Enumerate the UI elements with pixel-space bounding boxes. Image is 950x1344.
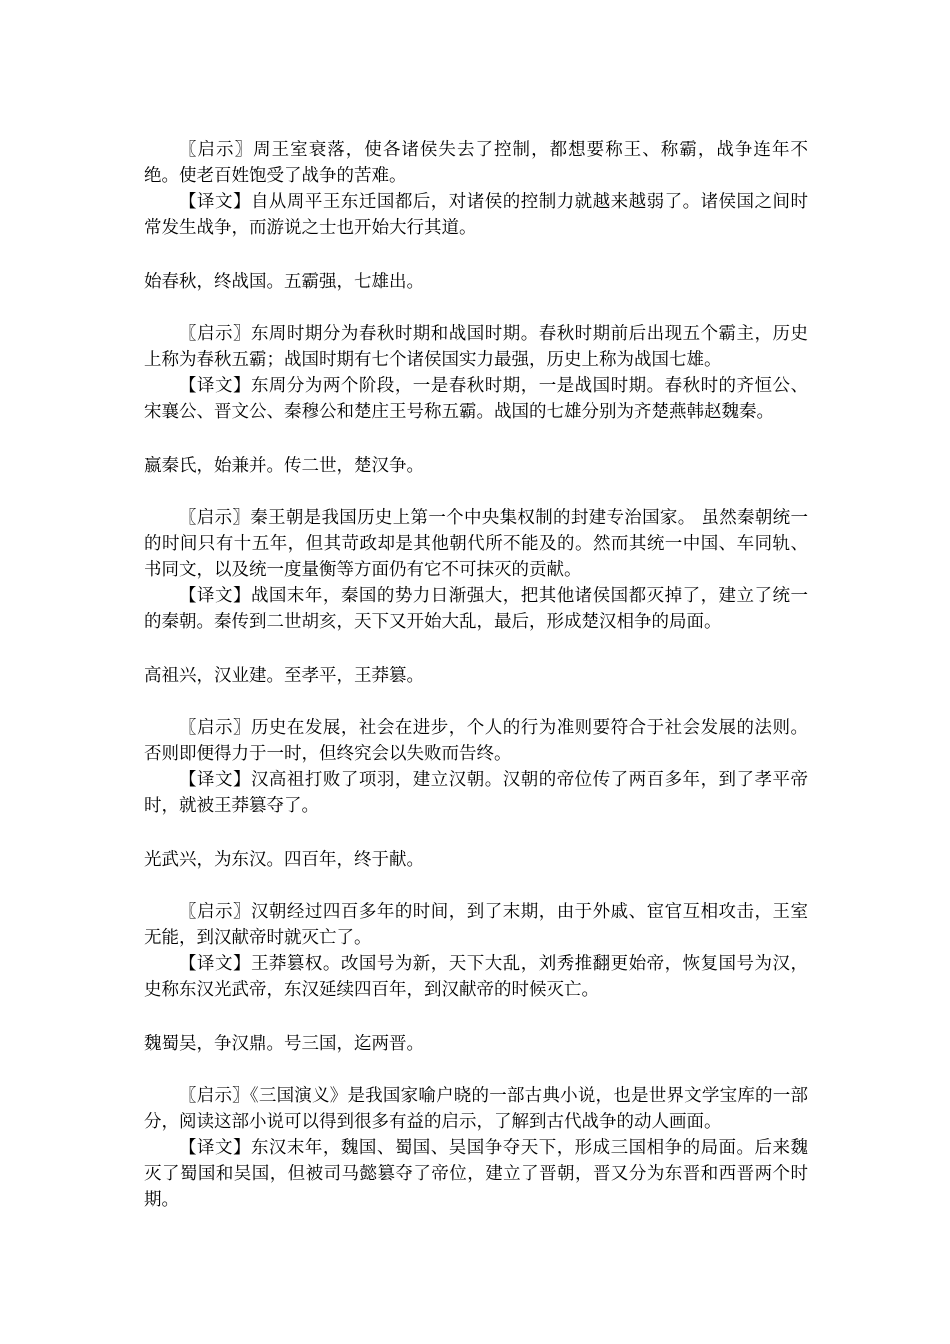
- qishi-paragraph: 〖启示〗历史在发展，社会在进步，个人的行为准则要符合于社会发展的法则。否则即便得力于一时，但终究会以失败而告终。: [144, 718, 808, 764]
- qishi-paragraph: 〖启示〗秦王朝是我国历史上第一个中央集权制的封建专治国家。 虽然秦朝统一的时间只有十五年，但其苛政却是其他朝代所不能及的。然而其统一中国、车同轨、书同文，以及统一度量衡等方面仍有它不可抹灭的贡献。: [144, 508, 808, 580]
- verse-heading: 高祖兴，汉业建。至孝平，王莽篡。: [144, 666, 424, 686]
- section-chunqiu-zhanguo: [144, 269, 808, 425]
- yiwen-paragraph: 【译文】王莽篡权。改国号为新，天下大乱，刘秀推翻更始帝，恢复国号为汉，史称东汉光武帝，东汉延续四百年，到汉献帝的时候灭亡。: [144, 954, 808, 1000]
- verse-heading: 光武兴，为东汉。四百年，终于献。: [144, 850, 424, 870]
- yiwen-paragraph: 【译文】东汉末年，魏国、蜀国、吴国争夺天下，形成三国相争的局面。后来魏灭了蜀国和吴国，但被司马懿篡夺了帝位，建立了晋朝，晋又分为东晋和西晋两个时期。: [144, 1138, 808, 1210]
- yiwen-paragraph: 【译文】战国末年，秦国的势力日渐强大，把其他诸侯国都灭掉了，建立了统一的秦朝。秦传到二世胡亥，天下又开始大乱，最后，形成楚汉相争的局面。: [144, 586, 808, 632]
- qishi-paragraph: 〖启示〗《三国演义》是我国家喻户晓的一部古典小说，也是世界文学宝库的一部分，阅读这部小说可以得到很多有益的启示，了解到古代战争的动人画面。: [144, 1086, 808, 1132]
- qishi-paragraph: 〖启示〗东周时期分为春秋时期和战国时期。春秋时期前后出现五个霸主，历史上称为春秋五霸；战国时期有七个诸侯国实力最强，历史上称为战国七雄。: [144, 324, 808, 370]
- section-western-han: [144, 663, 808, 819]
- section-three-kingdoms: [144, 1031, 808, 1213]
- verse-heading: 嬴秦氏，始兼并。传二世，楚汉争。: [144, 456, 424, 476]
- verse-heading: 魏蜀吴，争汉鼎。号三国，迄两晋。: [144, 1034, 424, 1054]
- section-qin: [144, 453, 808, 635]
- document-page: [144, 137, 808, 1241]
- qishi-paragraph: 〖启示〗汉朝经过四百多年的时间，到了末期，由于外戚、宦官互相攻击，王室无能，到汉献帝时就灭亡了。: [144, 902, 808, 948]
- section-eastern-han: [144, 847, 808, 1003]
- yiwen-paragraph: 【译文】自从周平王东迁国都后，对诸侯的控制力就越来越弱了。诸侯国之间时常发生战争，而游说之士也开始大行其道。: [144, 192, 808, 238]
- verse-heading: 始春秋，终战国。五霸强，七雄出。: [144, 272, 424, 292]
- qishi-paragraph: 〖启示〗周王室衰落，使各诸侯失去了控制，都想要称王、称霸，战争连年不绝。使老百姓饱受了战争的苦难。: [144, 140, 808, 186]
- yiwen-paragraph: 【译文】汉高祖打败了项羽，建立汉朝。汉朝的帝位传了两百多年，到了孝平帝时，就被王莽篡夺了。: [144, 770, 808, 816]
- yiwen-paragraph: 【译文】东周分为两个阶段，一是春秋时期，一是战国时期。春秋时的齐恒公、宋襄公、晋文公、秦穆公和楚庄王号称五霸。战国的七雄分别为齐楚燕韩赵魏秦。: [144, 376, 808, 422]
- section-zhou-decline: [144, 137, 808, 241]
